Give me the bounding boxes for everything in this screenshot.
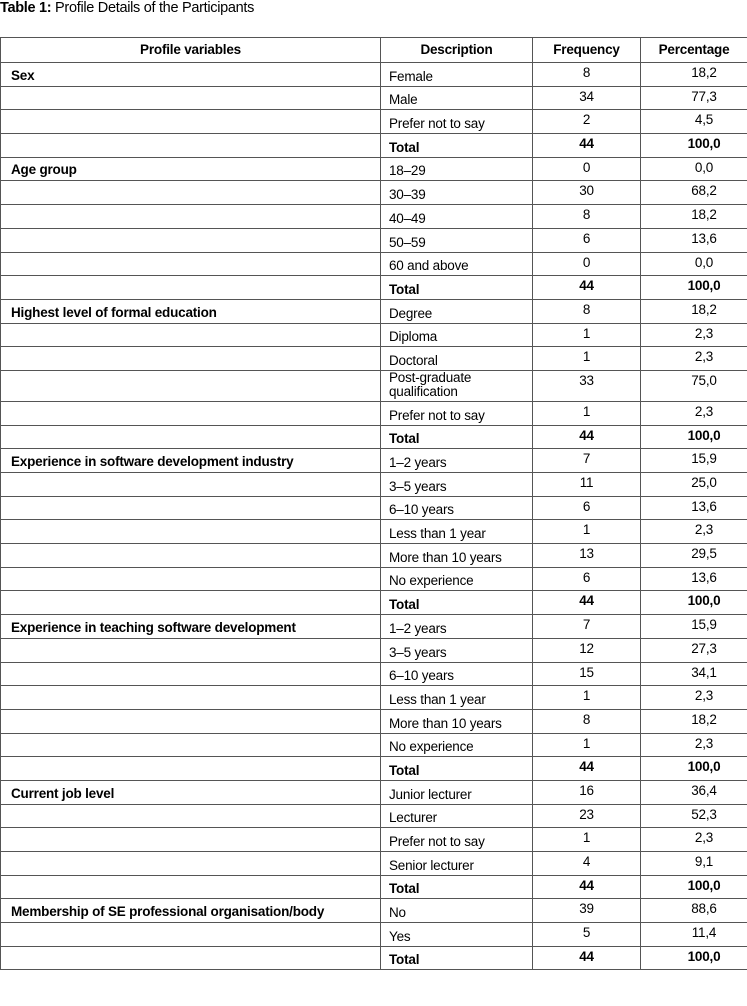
percentage-cell: 2,3 <box>641 401 747 425</box>
table-row <box>1 299 747 323</box>
table-row <box>1 157 747 181</box>
frequency-cell: 16 <box>533 780 641 804</box>
percentage-cell: 68,2 <box>641 181 747 205</box>
table-row <box>1 804 747 828</box>
table-row <box>1 181 747 205</box>
percentage-cell: 100,0 <box>641 757 747 781</box>
description-cell: Post-graduate qualification <box>381 370 533 401</box>
percentage-cell: 18,2 <box>641 205 747 229</box>
table-row <box>1 686 747 710</box>
percentage-cell: 9,1 <box>641 852 747 876</box>
description-cell: Degree <box>381 299 533 323</box>
profile-variable-cell <box>1 520 381 544</box>
description-cell: Total <box>381 946 533 970</box>
total-row <box>1 134 747 158</box>
profile-variable-cell <box>1 370 381 401</box>
profile-variable-cell: Sex <box>1 63 381 87</box>
percentage-cell: 0,0 <box>641 157 747 181</box>
profile-variable-cell: Experience in teaching software development <box>1 615 381 639</box>
frequency-cell: 44 <box>533 875 641 899</box>
percentage-cell: 2,3 <box>641 686 747 710</box>
table-caption-label: Table 1: <box>0 0 52 16</box>
frequency-cell: 12 <box>533 638 641 662</box>
description-cell: 6–10 years <box>381 662 533 686</box>
description-cell: Total <box>381 875 533 899</box>
profile-variable-cell <box>1 875 381 899</box>
description-cell: Total <box>381 757 533 781</box>
profile-variable-cell <box>1 134 381 158</box>
description-cell: 40–49 <box>381 205 533 229</box>
frequency-cell: 6 <box>533 496 641 520</box>
frequency-cell: 44 <box>533 134 641 158</box>
description-cell: Doctoral <box>381 347 533 371</box>
percentage-cell: 13,6 <box>641 228 747 252</box>
table-row <box>1 923 747 947</box>
profile-variable-cell <box>1 323 381 347</box>
description-cell: 18–29 <box>381 157 533 181</box>
percentage-cell: 29,5 <box>641 544 747 568</box>
header-description: Description <box>381 38 533 63</box>
description-cell: 3–5 years <box>381 638 533 662</box>
profile-variable-cell <box>1 804 381 828</box>
frequency-cell: 8 <box>533 205 641 229</box>
profile-variable-cell: Membership of SE professional organisation/body <box>1 899 381 923</box>
profile-variable-cell <box>1 252 381 276</box>
profile-variable-cell <box>1 757 381 781</box>
percentage-cell: 2,3 <box>641 323 747 347</box>
percentage-cell: 77,3 <box>641 86 747 110</box>
description-cell: No experience <box>381 733 533 757</box>
total-row <box>1 946 747 970</box>
table-row <box>1 496 747 520</box>
table-row <box>1 709 747 733</box>
profile-table <box>0 37 747 970</box>
frequency-cell: 44 <box>533 425 641 449</box>
profile-variable-cell <box>1 852 381 876</box>
percentage-cell: 100,0 <box>641 875 747 899</box>
frequency-cell: 2 <box>533 110 641 134</box>
profile-variable-cell <box>1 709 381 733</box>
profile-variable-cell <box>1 638 381 662</box>
table-row <box>1 733 747 757</box>
description-cell: Total <box>381 425 533 449</box>
header-profile-variables: Profile variables <box>1 38 381 63</box>
table-row <box>1 323 747 347</box>
profile-variable-cell: Current job level <box>1 780 381 804</box>
frequency-cell: 0 <box>533 252 641 276</box>
frequency-cell: 44 <box>533 946 641 970</box>
percentage-cell: 11,4 <box>641 923 747 947</box>
description-cell: 3–5 years <box>381 473 533 497</box>
profile-variable-cell <box>1 544 381 568</box>
percentage-cell: 100,0 <box>641 276 747 300</box>
frequency-cell: 1 <box>533 347 641 371</box>
table-body <box>1 63 747 970</box>
frequency-cell: 1 <box>533 733 641 757</box>
description-cell: Female <box>381 63 533 87</box>
percentage-cell: 15,9 <box>641 615 747 639</box>
description-cell: Total <box>381 134 533 158</box>
table-row <box>1 638 747 662</box>
profile-variable-cell <box>1 733 381 757</box>
percentage-cell: 2,3 <box>641 828 747 852</box>
frequency-cell: 44 <box>533 591 641 615</box>
description-cell: No <box>381 899 533 923</box>
profile-variable-cell <box>1 181 381 205</box>
frequency-cell: 1 <box>533 520 641 544</box>
description-cell: Less than 1 year <box>381 686 533 710</box>
frequency-cell: 15 <box>533 662 641 686</box>
percentage-cell: 100,0 <box>641 946 747 970</box>
table-row <box>1 449 747 473</box>
table-row <box>1 347 747 371</box>
description-cell: Prefer not to say <box>381 828 533 852</box>
frequency-cell: 44 <box>533 276 641 300</box>
percentage-cell: 34,1 <box>641 662 747 686</box>
frequency-cell: 11 <box>533 473 641 497</box>
header-row <box>1 38 747 63</box>
frequency-cell: 39 <box>533 899 641 923</box>
table-row <box>1 205 747 229</box>
description-cell: Less than 1 year <box>381 520 533 544</box>
frequency-cell: 23 <box>533 804 641 828</box>
profile-variable-cell <box>1 347 381 371</box>
table-row <box>1 662 747 686</box>
description-cell: Prefer not to say <box>381 401 533 425</box>
profile-variable-cell <box>1 686 381 710</box>
description-cell: Prefer not to say <box>381 110 533 134</box>
total-row <box>1 875 747 899</box>
percentage-cell: 2,3 <box>641 520 747 544</box>
total-row <box>1 425 747 449</box>
frequency-cell: 8 <box>533 299 641 323</box>
frequency-cell: 44 <box>533 757 641 781</box>
table-row <box>1 228 747 252</box>
percentage-cell: 15,9 <box>641 449 747 473</box>
percentage-cell: 52,3 <box>641 804 747 828</box>
percentage-cell: 100,0 <box>641 134 747 158</box>
frequency-cell: 0 <box>533 157 641 181</box>
percentage-cell: 18,2 <box>641 63 747 87</box>
table-row <box>1 852 747 876</box>
frequency-cell: 6 <box>533 567 641 591</box>
table-row <box>1 63 747 87</box>
table-row <box>1 110 747 134</box>
table-row <box>1 86 747 110</box>
table-row <box>1 520 747 544</box>
profile-variable-cell <box>1 205 381 229</box>
profile-variable-cell <box>1 425 381 449</box>
total-row <box>1 591 747 615</box>
header-percentage: Percentage <box>641 38 747 63</box>
table-row <box>1 567 747 591</box>
description-cell: Senior lecturer <box>381 852 533 876</box>
profile-variable-cell <box>1 228 381 252</box>
table-row <box>1 615 747 639</box>
profile-variable-cell: Age group <box>1 157 381 181</box>
frequency-cell: 8 <box>533 63 641 87</box>
percentage-cell: 27,3 <box>641 638 747 662</box>
header-frequency: Frequency <box>533 38 641 63</box>
profile-variable-cell <box>1 276 381 300</box>
percentage-cell: 18,2 <box>641 709 747 733</box>
table-row <box>1 473 747 497</box>
description-cell: Lecturer <box>381 804 533 828</box>
frequency-cell: 7 <box>533 449 641 473</box>
table-caption <box>0 0 254 16</box>
profile-variable-cell <box>1 401 381 425</box>
frequency-cell: 4 <box>533 852 641 876</box>
percentage-cell: 4,5 <box>641 110 747 134</box>
frequency-cell: 30 <box>533 181 641 205</box>
description-cell: Junior lecturer <box>381 780 533 804</box>
description-cell: More than 10 years <box>381 544 533 568</box>
percentage-cell: 25,0 <box>641 473 747 497</box>
table-caption-text: Profile Details of the Participants <box>51 0 255 16</box>
profile-variable-cell: Experience in software development industry <box>1 449 381 473</box>
percentage-cell: 13,6 <box>641 567 747 591</box>
description-cell: Male <box>381 86 533 110</box>
table-row <box>1 370 747 401</box>
table-row <box>1 828 747 852</box>
description-cell: No experience <box>381 567 533 591</box>
total-row <box>1 276 747 300</box>
profile-variable-cell: Highest level of formal education <box>1 299 381 323</box>
description-cell: Total <box>381 276 533 300</box>
table-row <box>1 899 747 923</box>
percentage-cell: 88,6 <box>641 899 747 923</box>
profile-variable-cell <box>1 923 381 947</box>
frequency-cell: 1 <box>533 401 641 425</box>
percentage-cell: 0,0 <box>641 252 747 276</box>
frequency-cell: 6 <box>533 228 641 252</box>
description-cell: Total <box>381 591 533 615</box>
profile-variable-cell <box>1 86 381 110</box>
description-cell: 6–10 years <box>381 496 533 520</box>
frequency-cell: 33 <box>533 370 641 401</box>
frequency-cell: 34 <box>533 86 641 110</box>
percentage-cell: 75,0 <box>641 370 747 401</box>
description-cell: 50–59 <box>381 228 533 252</box>
percentage-cell: 36,4 <box>641 780 747 804</box>
frequency-cell: 13 <box>533 544 641 568</box>
percentage-cell: 100,0 <box>641 425 747 449</box>
description-cell: 30–39 <box>381 181 533 205</box>
profile-variable-cell <box>1 473 381 497</box>
description-cell: 1–2 years <box>381 449 533 473</box>
table-row <box>1 401 747 425</box>
profile-variable-cell <box>1 110 381 134</box>
description-cell: 1–2 years <box>381 615 533 639</box>
frequency-cell: 1 <box>533 828 641 852</box>
percentage-cell: 100,0 <box>641 591 747 615</box>
table-row <box>1 780 747 804</box>
profile-variable-cell <box>1 567 381 591</box>
percentage-cell: 2,3 <box>641 347 747 371</box>
frequency-cell: 1 <box>533 323 641 347</box>
profile-variable-cell <box>1 591 381 615</box>
description-cell: 60 and above <box>381 252 533 276</box>
total-row <box>1 757 747 781</box>
profile-variable-cell <box>1 946 381 970</box>
percentage-cell: 2,3 <box>641 733 747 757</box>
frequency-cell: 5 <box>533 923 641 947</box>
description-cell: More than 10 years <box>381 709 533 733</box>
frequency-cell: 8 <box>533 709 641 733</box>
description-cell: Yes <box>381 923 533 947</box>
profile-variable-cell <box>1 662 381 686</box>
profile-variable-cell <box>1 828 381 852</box>
table-row <box>1 544 747 568</box>
percentage-cell: 13,6 <box>641 496 747 520</box>
description-cell: Diploma <box>381 323 533 347</box>
table-row <box>1 252 747 276</box>
frequency-cell: 1 <box>533 686 641 710</box>
percentage-cell: 18,2 <box>641 299 747 323</box>
frequency-cell: 7 <box>533 615 641 639</box>
profile-variable-cell <box>1 496 381 520</box>
